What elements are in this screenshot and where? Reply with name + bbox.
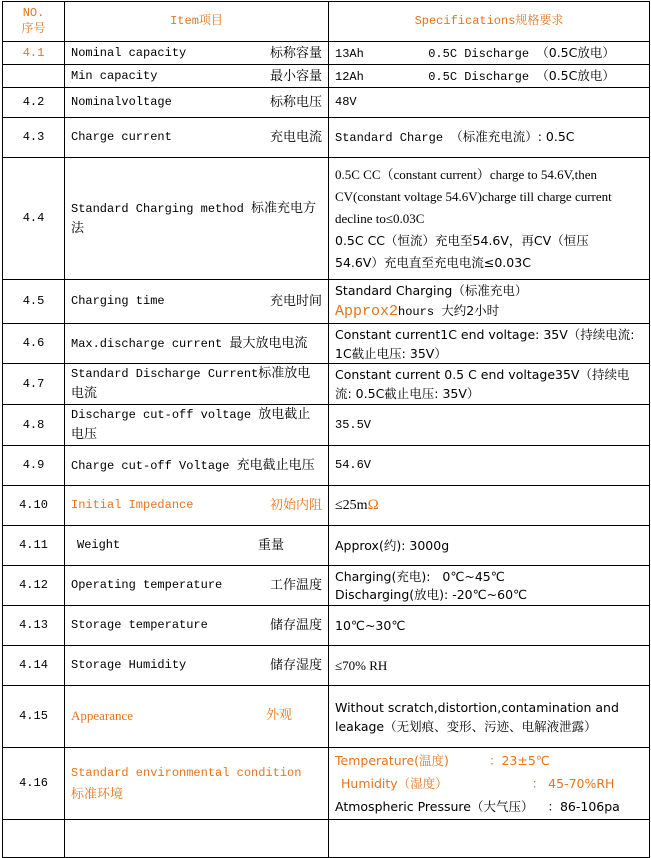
row-no: 4.15 (3, 686, 65, 748)
item-en: Max.discharge current (71, 336, 223, 351)
item-cell (65, 118, 329, 158)
spec-cell: Approx(约): 3000g (329, 526, 650, 566)
item-cell (65, 88, 329, 118)
table-row (3, 686, 650, 748)
empty-row (3, 820, 650, 858)
item-cn: 标准充电方法 (71, 200, 317, 236)
item-en: Nominal capacity (71, 45, 187, 60)
spec-cell: Constant current1C end voltage: 35V（持续电流: 1C截止电压: 35V） (329, 324, 650, 364)
spec-label: Temperature(温度) (335, 753, 449, 768)
table-row (3, 446, 650, 486)
item-cell (65, 748, 329, 820)
spec-value: ：86-106pa (547, 799, 620, 814)
empty-cell (65, 820, 329, 858)
table-row (3, 280, 650, 324)
spec-cell (329, 65, 650, 88)
spec-cn: 大约2小时 (441, 303, 500, 318)
row-no: 4.14 (3, 646, 65, 686)
spec-cell (329, 566, 650, 606)
item-cell (65, 65, 329, 88)
table-row (3, 158, 650, 280)
item-cn: 工作温度 (269, 578, 322, 593)
item-en: Discharge cut-off voltage (71, 408, 252, 422)
item-cn: 充电截止电压 (236, 457, 315, 473)
table-row (3, 324, 650, 364)
row-no: 4.12 (3, 566, 65, 606)
item-cell (65, 686, 329, 748)
item-cn: 标称容量 (269, 45, 322, 61)
table-row (3, 65, 650, 88)
spec-value: ： 45-70%RH (531, 776, 615, 791)
header-item: Item项目 (65, 2, 329, 42)
spec-value: 0.5C Discharge (428, 46, 530, 61)
item-cn: 标准放电电流 (71, 366, 311, 401)
spec-cell: ≤70% RH (329, 646, 650, 686)
row-no: 4.8 (3, 405, 65, 446)
item-cell (65, 646, 329, 686)
spec-value: （0.5C放电） (536, 67, 615, 83)
item-cn: 充电电流 (269, 130, 322, 145)
item-cell (65, 606, 329, 646)
item-cn: 外观 (265, 708, 292, 723)
table-row (3, 606, 650, 646)
spec-cell (329, 118, 650, 158)
item-en: Charging time (71, 294, 165, 308)
item-en: Operating temperature (71, 578, 223, 592)
row-no: 4.7 (3, 364, 65, 405)
spec-unit: Ω (367, 496, 379, 513)
item-cn: 储存温度 (269, 618, 322, 633)
spec-line: 0.5C CC（恒流）充电至54.6V，再CV（恒压 (335, 232, 589, 248)
row-no: 4.9 (3, 446, 65, 486)
item-cn: 充电时间 (269, 294, 322, 309)
spec-cell: 54.6V (329, 446, 650, 486)
empty-cell (329, 820, 650, 858)
item-en: Nominalvoltage (71, 95, 172, 109)
item-cell (65, 324, 329, 364)
item-en: Appearance (71, 708, 134, 723)
spec-value: 12Ah (335, 69, 364, 84)
spec-line: CV(constant voltage 54.6V)charge till charge current (335, 188, 612, 204)
table-row (3, 364, 650, 405)
spec-label: Atmospheric Pressure（大气压） (335, 799, 534, 814)
table-row (3, 646, 650, 686)
row-no: 4.1 (3, 42, 65, 65)
spec-value: （0.5C放电） (536, 44, 615, 60)
header-row (3, 2, 650, 42)
spec-value: ≤25m (335, 497, 368, 513)
item-cn: 标准环境 (71, 786, 124, 802)
header-no-cn: 序号 (21, 21, 46, 35)
table-row (3, 405, 650, 446)
spec-cell (329, 486, 650, 526)
table-row (3, 526, 650, 566)
item-cn: 储存湿度 (269, 658, 322, 673)
item-cell (65, 42, 329, 65)
spec-cell (329, 280, 650, 324)
empty-cell (3, 820, 65, 858)
row-no: 4.5 (3, 280, 65, 324)
item-cell (65, 158, 329, 280)
table-row (3, 118, 650, 158)
item-cn: 重量 (257, 538, 284, 553)
item-cn: 标称电压 (269, 95, 322, 110)
row-no: 4.3 (3, 118, 65, 158)
spec-line: Charging(充电): 0℃~45℃ (335, 568, 505, 584)
item-en: Standard Charging method (71, 201, 244, 216)
item-en: Charge cut-off Voltage (71, 458, 230, 473)
spec-cell (329, 42, 650, 65)
item-en: Storage temperature (71, 618, 208, 632)
spec-value: Standard Charge (335, 131, 444, 145)
item-cell (65, 405, 329, 446)
table-row (3, 42, 650, 65)
spec-cell (329, 158, 650, 280)
row-no: 4.16 (3, 748, 65, 820)
table-row (3, 566, 650, 606)
row-no: 4.4 (3, 158, 65, 280)
item-en: Weight (77, 538, 121, 552)
item-cn: 最小容量 (269, 68, 322, 84)
spec-value: 0.5C Discharge (428, 69, 530, 84)
spec-cell: 35.5V (329, 405, 650, 446)
item-cn: 最大放电电流 (229, 335, 308, 351)
spec-label: Humidity（湿度） (341, 776, 448, 791)
table-row (3, 88, 650, 118)
table-row (3, 486, 650, 526)
row-no (3, 65, 65, 88)
item-en: Storage Humidity (71, 658, 187, 672)
spec-line: 0.5C CC（constant current）charge to 54.6V,then (335, 166, 598, 182)
row-no: 4.11 (3, 526, 65, 566)
spec-cell: 48V (329, 88, 650, 118)
item-en: Initial Impedance (71, 498, 194, 512)
item-cell (65, 566, 329, 606)
spec-table (2, 1, 650, 858)
spec-line: 54.6V）充电直至充电电流≤0.03C (335, 254, 531, 270)
spec-cell: Constant current 0.5 C end voltage35V（持续电流: 0.5C截止电压: 35V） (329, 364, 650, 405)
table-row (3, 748, 650, 820)
spec-value: （标准充电流）: 0.5C (450, 129, 575, 144)
spec-value: ：23±5℃ (488, 753, 550, 768)
row-no: 4.2 (3, 88, 65, 118)
item-cell (65, 446, 329, 486)
row-no: 4.10 (3, 486, 65, 526)
spec-value: 13Ah (335, 46, 364, 61)
item-cn: 放电截止电压 (71, 407, 311, 442)
item-en: Charge current (71, 130, 172, 144)
item-cn: 初始内阻 (269, 498, 322, 513)
spec-cell (329, 748, 650, 820)
row-no: 4.13 (3, 606, 65, 646)
header-no-en: NO. (22, 6, 45, 20)
item-cell (65, 364, 329, 405)
spec-cell: 10℃~30℃ (329, 606, 650, 646)
header-spec: Specifications规格要求 (329, 2, 650, 42)
item-cell (65, 280, 329, 324)
item-en: Min capacity (71, 68, 158, 83)
spec-cell: Without scratch,distortion,contamination and leakage（无划痕、变形、污迹、电解液泄露） (329, 686, 650, 748)
spec-hours: hours (398, 305, 435, 319)
item-cell (65, 526, 329, 566)
spec-line: Standard Charging（标准充电） (335, 283, 528, 298)
row-no: 4.6 (3, 324, 65, 364)
item-cell (65, 486, 329, 526)
spec-line: decline to≤0.03C (335, 210, 425, 226)
spec-line: Discharging(放电): -20℃~60℃ (335, 586, 528, 602)
item-en: Standard environmental condition (71, 765, 302, 780)
header-no (3, 2, 65, 42)
spec-approx: Approx2 (335, 303, 399, 320)
item-en: Standard Discharge Current (71, 367, 259, 381)
